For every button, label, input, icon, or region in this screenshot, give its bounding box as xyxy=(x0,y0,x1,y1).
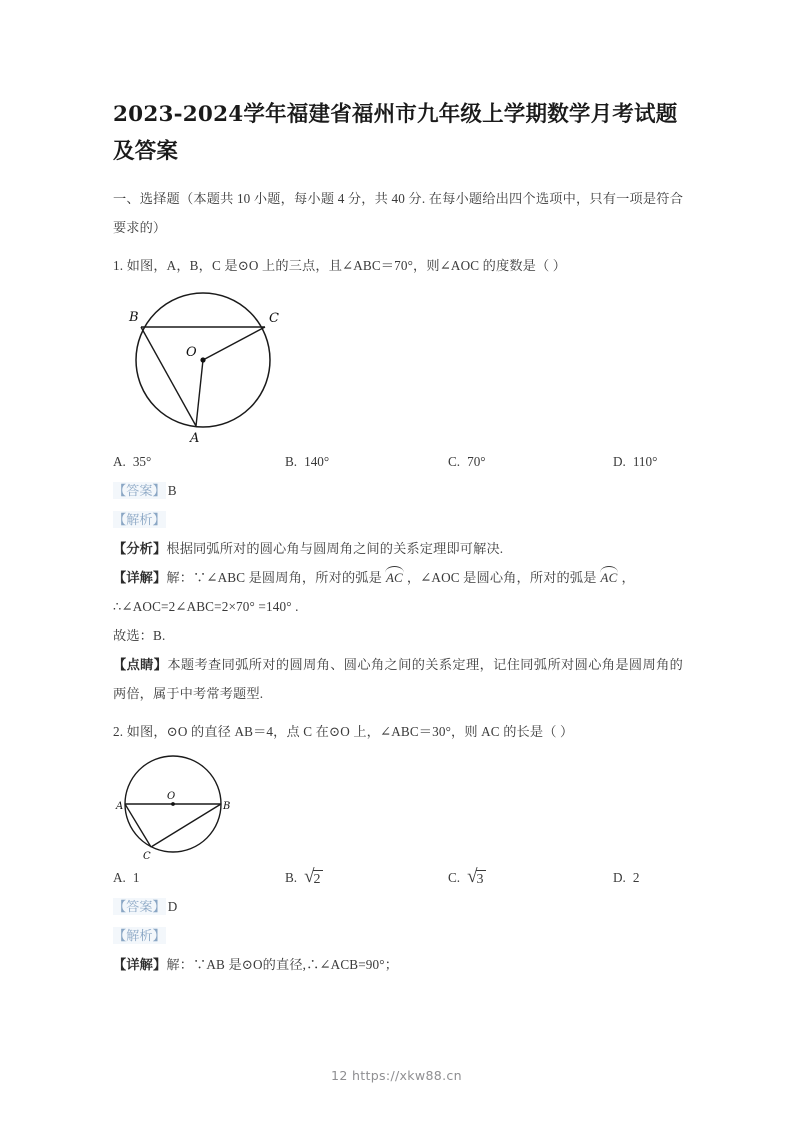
arc-notation-ac-1: AC xyxy=(385,570,403,585)
circle-inscribed-angle-figure xyxy=(113,285,313,445)
label-o: O xyxy=(186,345,197,360)
answer-tag: 【答案】 xyxy=(113,483,166,498)
radical-sqrt-2 xyxy=(304,866,322,887)
option-c-2[interactable] xyxy=(448,863,613,892)
footer-watermark: https://xkw88.cn xyxy=(352,1068,462,1083)
option-d-2[interactable] xyxy=(613,863,683,892)
question-1-detail-line-1 xyxy=(113,563,683,592)
footer-page-number: 12 xyxy=(331,1068,348,1083)
detail-prefix: 解：∵∠ABC 是圆周角，所对的弧是 xyxy=(166,570,382,585)
option-c-label: C. xyxy=(448,454,461,469)
arc-notation-ac-2: AC xyxy=(600,570,618,585)
detail-body-2: 解：∵AB 是⊙O的直径,∴∠ACB=90°； xyxy=(166,957,399,972)
option-a-2-value: 1 xyxy=(132,870,140,885)
analysis-label: 【分析】 xyxy=(113,541,167,556)
question-2-figure xyxy=(113,751,683,861)
label-a-2: A xyxy=(116,801,124,812)
option-b-2[interactable] xyxy=(285,863,448,892)
option-b-value: 140° xyxy=(304,454,330,469)
label-c: C xyxy=(269,311,279,326)
detail-label: 【详解】 xyxy=(113,570,167,585)
document-content xyxy=(113,96,683,979)
question-1-conclusion: 故选：B. xyxy=(113,628,166,643)
option-a-value: 35° xyxy=(132,454,152,469)
option-b[interactable] xyxy=(285,447,448,476)
question-1-highlight xyxy=(113,650,683,708)
page-footer xyxy=(0,1068,793,1083)
option-d-2-value: 2 xyxy=(632,870,640,885)
option-b-2-label: B. xyxy=(285,870,298,885)
detail-label-2: 【详解】 xyxy=(113,957,167,972)
page-title: 2023-2024学年福建省福州市九年级上学期数学月考试题及答案 xyxy=(113,102,678,164)
radical-symbol: √ xyxy=(467,866,478,887)
analysis-tag-2: 【解析】 xyxy=(113,928,166,943)
question-1-number: 1. xyxy=(113,258,124,273)
segment-ba xyxy=(141,327,196,426)
segment-oc xyxy=(203,327,265,360)
highlight-body: 本题考查同弧所对的圆周角、圆心角之间的关系定理，记住同弧所对圆心角是圆周角的两倍，属于中考常考题型. xyxy=(113,657,683,701)
question-2-options xyxy=(113,863,683,892)
question-2-answer-line xyxy=(113,892,683,921)
option-a-2[interactable] xyxy=(113,863,285,892)
analysis-tag: 【解析】 xyxy=(113,512,166,527)
center-point-dot xyxy=(200,357,205,362)
question-1-stem xyxy=(113,251,683,280)
detail-mid: ，∠AOC 是圆心角，所对的弧是 xyxy=(406,570,597,585)
option-b-2-value: 2 xyxy=(313,872,321,887)
highlight-label: 【点睛】 xyxy=(113,657,168,672)
question-1-detail-line-2: ∴∠AOC=2∠ABC=2×70° =140° . xyxy=(113,599,299,614)
option-d-value: 110° xyxy=(632,454,658,469)
question-2-number: 2. xyxy=(113,724,124,739)
radical-symbol: √ xyxy=(304,866,315,887)
radical-sqrt-3 xyxy=(467,866,485,887)
label-a: A xyxy=(190,431,200,445)
question-2-analysis-line xyxy=(113,921,683,950)
option-c[interactable] xyxy=(448,447,613,476)
answer-tag-2: 【答案】 xyxy=(113,899,166,914)
question-1-analysis-text xyxy=(113,534,683,563)
detail-suffix: ， xyxy=(621,570,635,585)
center-point-dot-2 xyxy=(171,802,175,806)
label-o-2: O xyxy=(167,791,176,802)
option-d[interactable] xyxy=(613,447,683,476)
option-b-label: B. xyxy=(285,454,298,469)
question-1-text: 如图，A，B，C 是⊙O 上的三点，且∠ABC＝70°，则∠AOC 的度数是（ ） xyxy=(126,258,567,273)
question-1-analysis-line xyxy=(113,505,683,534)
question-2-text: 如图，⊙O 的直径 AB＝4，点 C 在⊙O 上，∠ABC＝30°，则 AC 的长是（ ） xyxy=(126,724,574,739)
option-d-2-label: D. xyxy=(613,870,626,885)
analysis-body: 根据同弧所对的圆心角与圆周角之间的关系定理即可解决. xyxy=(166,541,504,556)
option-a-label: A. xyxy=(113,454,126,469)
circle-diameter-figure xyxy=(113,751,283,861)
option-c-2-label: C. xyxy=(448,870,461,885)
question-1-options xyxy=(113,447,683,476)
option-c-value: 70° xyxy=(467,454,486,469)
segment-ac xyxy=(125,804,151,847)
question-2-detail-line xyxy=(113,950,683,979)
option-a-2-label: A. xyxy=(113,870,126,885)
label-b-2: B xyxy=(223,801,231,812)
option-c-2-value: 3 xyxy=(476,872,484,887)
question-1-figure xyxy=(113,285,683,445)
option-d-label: D. xyxy=(613,454,626,469)
question-2-stem xyxy=(113,717,683,746)
answer-value-2: D xyxy=(167,899,178,914)
question-1-answer-line xyxy=(113,476,683,505)
label-c-2: C xyxy=(143,851,151,861)
section-heading: 一、选择题（本题共 10 小题，每小题 4 分，共 40 分. 在每小题给出四个选项中，只有一项是符合要求的） xyxy=(113,191,683,235)
option-a[interactable] xyxy=(113,447,285,476)
answer-value: B xyxy=(167,483,177,498)
label-b: B xyxy=(129,310,139,325)
segment-ao xyxy=(196,360,203,426)
segment-cb xyxy=(151,804,221,847)
